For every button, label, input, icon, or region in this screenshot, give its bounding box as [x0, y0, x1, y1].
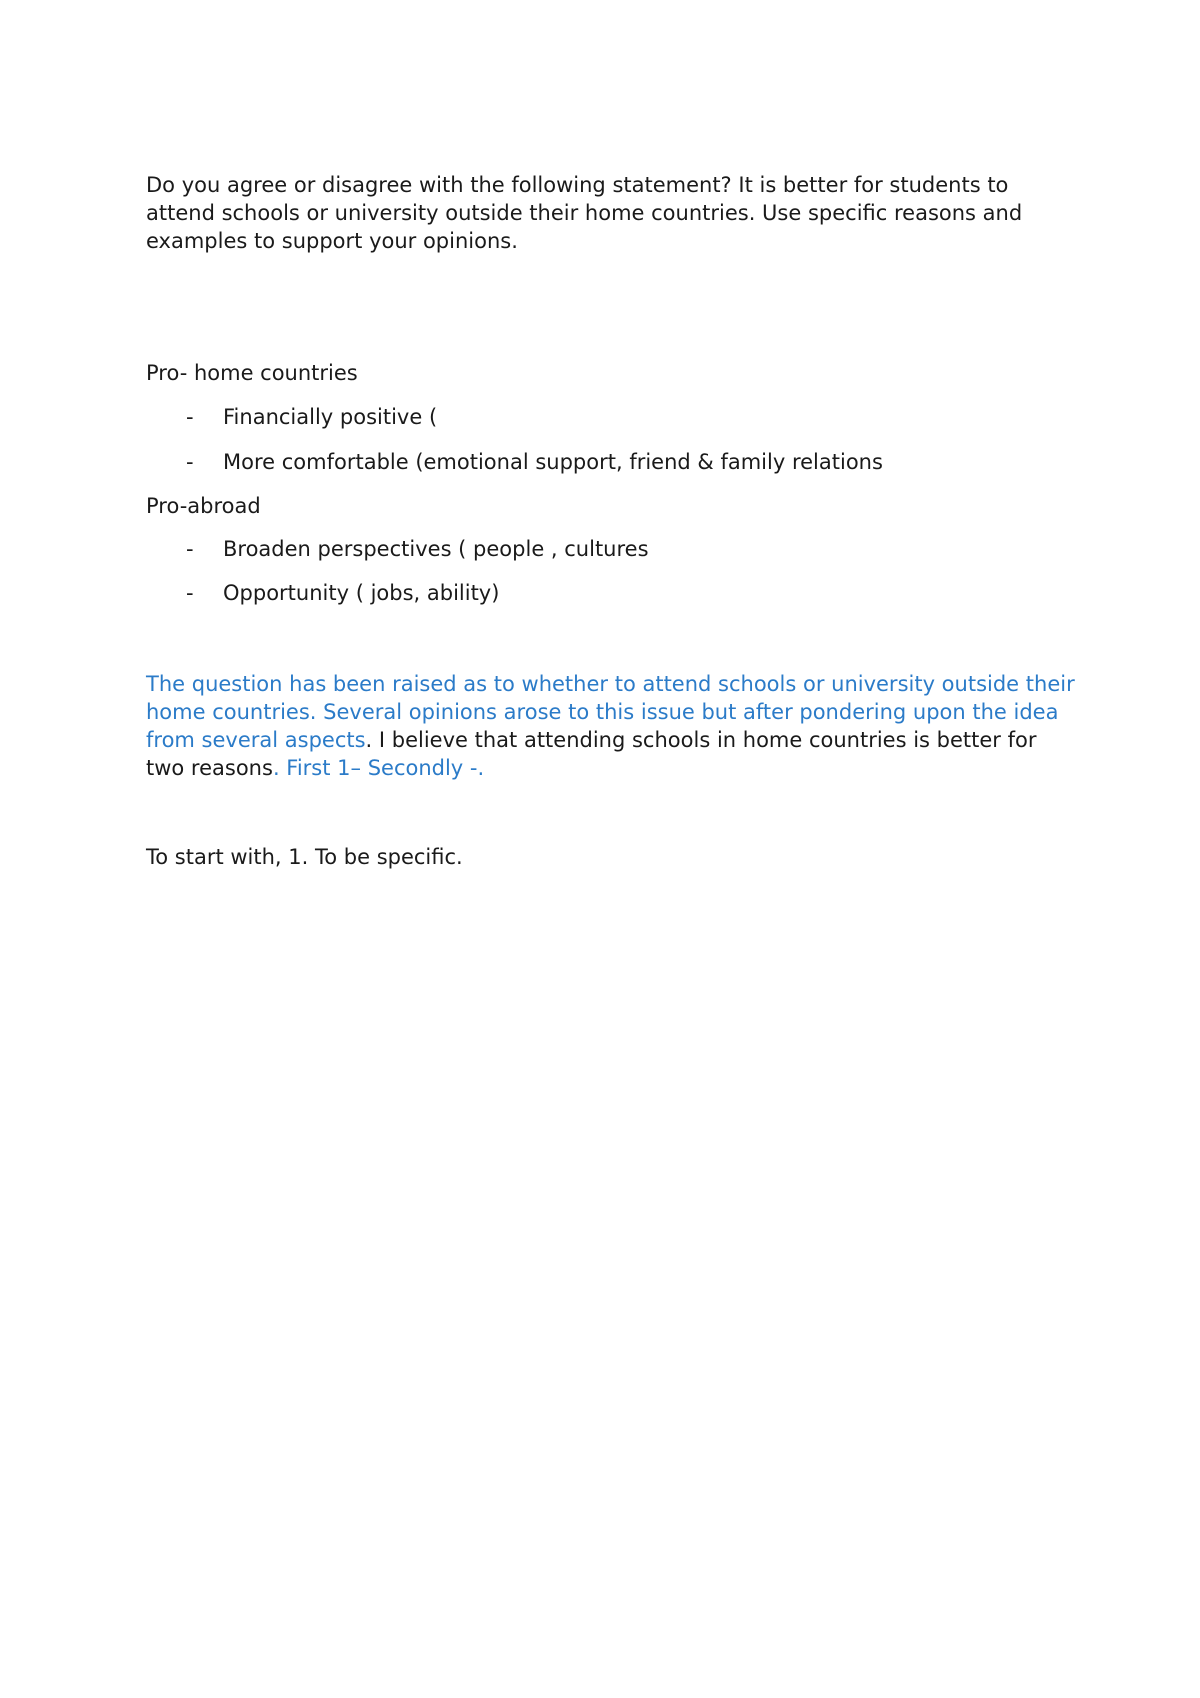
essay-prompt: Do you agree or disagree with the following statement? It is better for students to attend schools or university outside their home countries. Use specific reasons and examples to support your opinions. — [146, 173, 1023, 253]
intro-thesis-text: . I believe that attending schools in home countries is better for two reasons — [146, 728, 1037, 780]
outline-item-text: Financially positive ( — [223, 405, 438, 429]
outline-item-text: Broaden perspectives ( people , cultures — [223, 537, 649, 561]
intro-outline-text: . First 1– Secondly -. — [272, 756, 485, 780]
outline-item-text: More comfortable (emotional support, friend & family relations — [223, 450, 883, 474]
introduction-paragraph — [146, 670, 1076, 782]
bullet-marker: - — [186, 537, 194, 561]
intro-template-text: The question has been raised as to whether to attend schools or university outside their home countries. Several opinions arose to this issue but after pondering upon the idea from several aspects — [146, 672, 1075, 752]
bullet-marker: - — [186, 450, 194, 474]
bullet-marker: - — [186, 581, 194, 605]
bullet-marker: - — [186, 405, 194, 429]
body-paragraph-start: To start with, 1. To be specific. — [146, 845, 463, 869]
outline-heading-home: Pro- home countries — [146, 361, 358, 385]
outline-item-text: Opportunity ( jobs, ability) — [223, 581, 500, 605]
outline-heading-abroad: Pro-abroad — [146, 494, 261, 518]
